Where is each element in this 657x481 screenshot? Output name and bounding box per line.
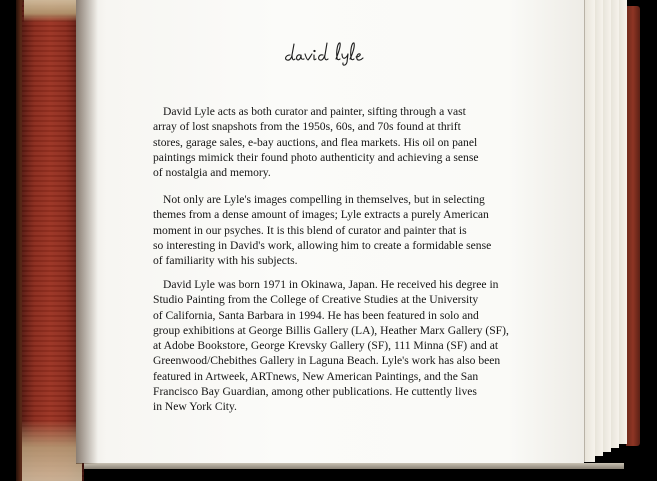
page-edge: [618, 0, 627, 444]
book-back-cover: [626, 6, 640, 446]
book-binding: [22, 0, 84, 481]
handwritten-signature: [76, 38, 584, 73]
page-edge: [610, 0, 619, 448]
page-edge: [602, 0, 611, 452]
binding-wear-bottom: [22, 420, 82, 481]
paragraph-biography: David Lyle was born 1971 in Okinawa, Japan. He received his degree in Studio Painting from the College of Creative Studies at the University of California, Santa Barbara in 1994. He has been featured in solo and group exhibitions at George Billis Gallery (LA), Heather Marx Gallery (SF), at Adobe Bookstore, George Krevsky Gallery (SF), 111 Minna (SF) and at Greenwood/Chebithes Gallery in Laguna Beach. Lyle's work has also been featured in Artweek, ARTnews, New American Paintings, and the San Francisco Bay Guardian, among other publications. He cuttently lives in New York City.: [153, 278, 509, 414]
page-gutter-shadow: [76, 0, 98, 464]
paragraph-curator: Not only are Lyle's images compelling in themselves, but in selecting themes from a dense amount of images; Lyle extracts a purely American moment in our psyches. It is this blend of curator and painter that is so interesting in David's work, allowing him to create a formidable sense of familiarity with his subjects.: [153, 193, 492, 268]
binding-wear-top: [24, 0, 82, 22]
paragraph-intro: David Lyle acts as both curator and painter, sifting through a vast array of lost snapshots from the 1950s, 60s, and 70s found at thrift stores, garage sales, e-bay auctions, and flea markets. His oil on panel paintings mimick their found photo authenticity and achieving a sense of nostalgia and memory.: [153, 105, 479, 180]
book-bottom-edge: [84, 463, 624, 469]
